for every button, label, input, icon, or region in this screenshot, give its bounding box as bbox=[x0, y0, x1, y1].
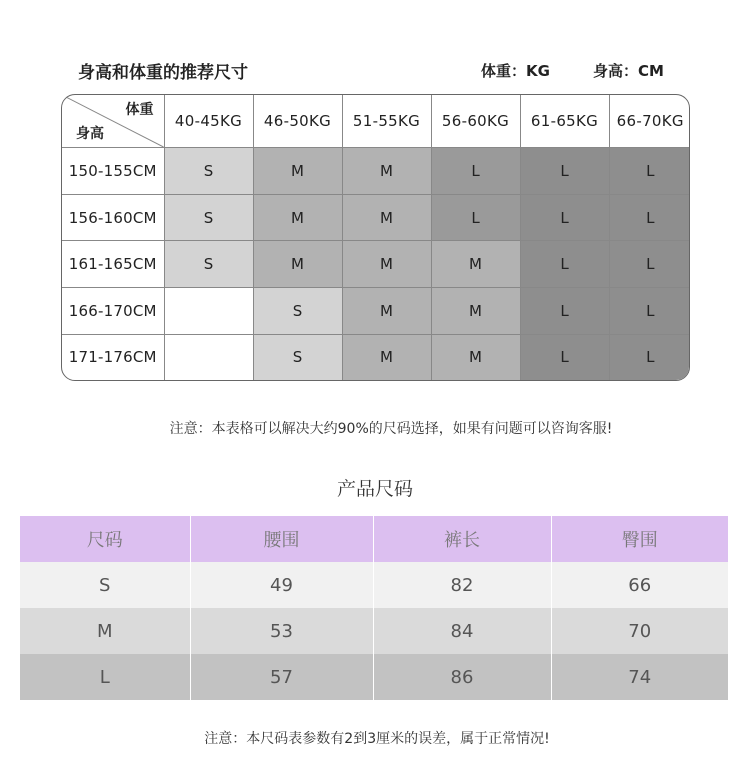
size-cell: L bbox=[520, 148, 609, 195]
recommend-title: 身高和体重的推荐尺寸 bbox=[78, 63, 248, 83]
corner-height-label: 身高 bbox=[76, 126, 104, 142]
product-size-title: 产品尺码 bbox=[336, 478, 413, 500]
product-row bbox=[20, 654, 728, 700]
product-cell: 57 bbox=[190, 654, 373, 700]
size-cell: M bbox=[342, 194, 431, 241]
product-cell: S bbox=[20, 562, 190, 608]
height-cell: 171-176CM bbox=[62, 334, 164, 380]
size-cell: M bbox=[253, 148, 342, 195]
height-cell: 150-155CM bbox=[62, 148, 164, 195]
recommend-header-row bbox=[62, 95, 690, 148]
recommend-row bbox=[62, 194, 690, 241]
corner-weight-label: 体重 bbox=[125, 102, 154, 118]
recommend-row bbox=[62, 334, 690, 380]
product-col-header: 尺码 bbox=[20, 516, 190, 562]
size-cell: S bbox=[253, 288, 342, 335]
product-col-header: 腰围 bbox=[190, 516, 373, 562]
weight-col-header: 40-45KG bbox=[164, 95, 253, 148]
product-cell: 74 bbox=[551, 654, 728, 700]
size-cell: L bbox=[609, 148, 690, 195]
size-cell: M bbox=[253, 194, 342, 241]
size-cell: L bbox=[609, 194, 690, 241]
weight-col-header: 61-65KG bbox=[520, 95, 609, 148]
size-cell bbox=[164, 334, 253, 380]
recommend-row bbox=[62, 148, 690, 195]
corner-cell bbox=[62, 95, 164, 148]
size-cell bbox=[164, 288, 253, 335]
size-cell: L bbox=[520, 194, 609, 241]
product-cell: L bbox=[20, 654, 190, 700]
size-cell: S bbox=[164, 194, 253, 241]
recommend-table bbox=[61, 94, 690, 381]
size-cell: L bbox=[431, 148, 520, 195]
size-cell: S bbox=[253, 334, 342, 380]
product-col-header: 裤长 bbox=[373, 516, 551, 562]
size-cell: M bbox=[253, 241, 342, 288]
product-cell: M bbox=[20, 608, 190, 654]
size-cell: M bbox=[342, 334, 431, 380]
product-size-table bbox=[20, 516, 728, 700]
height-cell: 161-165CM bbox=[62, 241, 164, 288]
product-row bbox=[20, 608, 728, 654]
height-cell: 156-160CM bbox=[62, 194, 164, 241]
size-cell: L bbox=[520, 241, 609, 288]
product-col-header: 臀围 bbox=[551, 516, 728, 562]
size-cell: L bbox=[520, 288, 609, 335]
unit-weight-label: 体重：KG bbox=[481, 62, 550, 80]
size-cell: M bbox=[342, 288, 431, 335]
weight-col-header: 46-50KG bbox=[253, 95, 342, 148]
size-cell: L bbox=[609, 241, 690, 288]
size-cell: M bbox=[431, 288, 520, 335]
product-cell: 82 bbox=[373, 562, 551, 608]
product-cell: 86 bbox=[373, 654, 551, 700]
size-cell: M bbox=[431, 241, 520, 288]
recommend-row bbox=[62, 288, 690, 335]
height-cell: 166-170CM bbox=[62, 288, 164, 335]
product-header-row bbox=[20, 516, 728, 562]
product-cell: 70 bbox=[551, 608, 728, 654]
product-note: 注意：本尺码表参数有2到3厘米的误差，属于正常情况! bbox=[204, 731, 550, 747]
recommend-note: 注意：本表格可以解决大约90%的尺码选择，如果有问题可以咨询客服! bbox=[169, 421, 613, 437]
size-cell: M bbox=[342, 241, 431, 288]
weight-col-header: 66-70KG bbox=[609, 95, 690, 148]
size-cell: M bbox=[342, 148, 431, 195]
product-cell: 53 bbox=[190, 608, 373, 654]
size-cell: S bbox=[164, 148, 253, 195]
product-row bbox=[20, 562, 728, 608]
recommend-header bbox=[78, 58, 678, 84]
size-cell: L bbox=[431, 194, 520, 241]
size-cell: S bbox=[164, 241, 253, 288]
size-cell: L bbox=[609, 288, 690, 335]
weight-col-header: 56-60KG bbox=[431, 95, 520, 148]
product-cell: 84 bbox=[373, 608, 551, 654]
product-cell: 66 bbox=[551, 562, 728, 608]
size-cell: L bbox=[520, 334, 609, 380]
recommend-row bbox=[62, 241, 690, 288]
weight-col-header: 51-55KG bbox=[342, 95, 431, 148]
size-cell: M bbox=[431, 334, 520, 380]
unit-height-label: 身高：CM bbox=[593, 62, 664, 80]
size-cell: L bbox=[609, 334, 690, 380]
product-cell: 49 bbox=[190, 562, 373, 608]
